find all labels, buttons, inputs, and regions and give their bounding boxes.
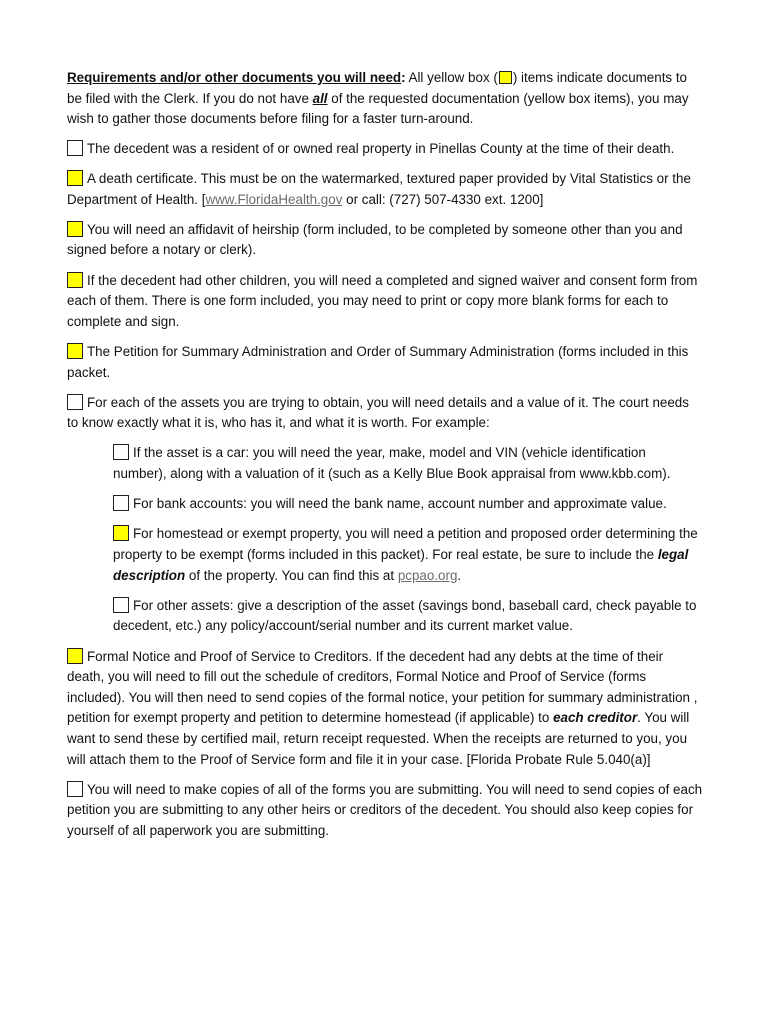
item-death-certificate (67, 169, 703, 210)
item-formal-notice (67, 647, 703, 771)
item-text: For homestead or exempt property, you will need a petition and proposed order determining the property to be exempt (forms included in this packet). For real estate, be sure to include the (113, 526, 698, 563)
item-text: or call: (727) 507-4330 ext. 1200] (342, 191, 544, 207)
emphasis-all: all (312, 90, 328, 106)
checkbox-bank[interactable] (113, 495, 129, 511)
florida-health-link[interactable]: www.FloridaHealth.gov (205, 191, 343, 207)
checkbox-copies[interactable] (67, 781, 83, 797)
item-text: The Petition for Summary Administration and Order of Summary Administration (forms included in this packet. (67, 343, 689, 380)
item-text: You will need an affidavit of heirship (form included, to be completed by someone other than you and signed before a notary or clerk). (67, 221, 683, 258)
checkbox-resident[interactable] (67, 140, 83, 156)
item-other-assets (113, 596, 703, 637)
item-text: You will need to make copies of all of the forms you are submitting. You will need to send copies of each petition you are submitting to any other heirs or creditors of the decedent. You should also keep copies for yourself of all paperwork you are submitting. (67, 781, 703, 838)
item-assets (67, 393, 703, 434)
checkbox-heirship[interactable] (67, 221, 83, 237)
intro-paragraph (67, 68, 703, 130)
item-text: For bank accounts: you will need the bank name, account number and approximate value. (133, 496, 667, 512)
requirements-section (67, 68, 703, 851)
item-text: For each of the assets you are trying to obtain, you will need details and a value of it. The court needs to know exactly what it is, who has it, and what it is worth. For example: (67, 394, 689, 431)
checkbox-homestead[interactable] (113, 525, 129, 541)
checkbox-formal-notice[interactable] (67, 648, 83, 664)
checkbox-car[interactable] (113, 444, 129, 460)
item-text: . (457, 567, 462, 583)
intro-text: ) items indicate documents to be filed with the Clerk. If you do not have (67, 70, 688, 106)
item-bank (113, 494, 703, 515)
item-copies (67, 780, 703, 842)
item-text: For other assets: give a description of the asset (savings bond, baseball card, check payable to decedent, etc.) any policy/account/serial number and its current market value. (113, 597, 697, 634)
requirements-heading: Requirements and/or other documents you will need (67, 70, 402, 85)
checkbox-waiver[interactable] (67, 272, 83, 288)
checkbox-other-assets[interactable] (113, 597, 129, 613)
intro-text: All yellow box ( (405, 70, 498, 85)
item-waiver (67, 271, 703, 333)
item-text: A death certificate. This must be on the watermarked, textured paper provided by Vital Statistics or the Department of Health. [ (67, 170, 691, 207)
checkbox-assets[interactable] (67, 394, 83, 410)
item-homestead (113, 524, 703, 586)
pcpao-link[interactable]: pcpao.org (397, 567, 458, 583)
checkbox-death-certificate[interactable] (67, 170, 83, 186)
item-petition (67, 342, 703, 383)
item-car (113, 443, 703, 484)
checkbox-petition[interactable] (67, 343, 83, 359)
item-text: Formal Notice and Proof of Service to Creditors. If the decedent had any debts at the time of their death, you will need to fill out the schedule of creditors, Formal Notice and Proof of Service (forms included). You will then need to send copies of the formal notice, your petition for summary administration , petition for exempt property and petition to determine homestead (if applicable) to (67, 648, 698, 726)
emphasis-legal-description: legal description (113, 547, 689, 583)
item-text: . You will want to send these by certified mail, return receipt requested. When the receipts are returned to you, you will attach them to the Proof of Service form and file it in your case. [Florida Probate Rule 5.040(a)] (67, 710, 690, 767)
item-text: If the asset is a car: you will need the year, make, model and VIN (vehicle identification number), along with a valuation of it (such as a Kelly Blue Book appraisal from www.kbb.com). (113, 445, 671, 482)
item-resident (67, 139, 703, 160)
item-text: of the property. You can find this at (185, 567, 398, 583)
intro-text: of the requested documentation (yellow box items), you may wish to gather those documents before filing for a faster turn-around. (67, 90, 689, 127)
emphasis-each-creditor: each creditor (553, 710, 638, 726)
item-heirship (67, 220, 703, 261)
item-text: The decedent was a resident of or owned real property in Pinellas County at the time of their death. (87, 140, 675, 156)
yellow-box-legend-icon (499, 71, 512, 84)
item-text: If the decedent had other children, you will need a completed and signed waiver and consent form from each of them. There is one form included, you may need to print or copy more blank forms for each to complete and sign. (67, 272, 698, 329)
heading-colon: : (401, 70, 406, 85)
